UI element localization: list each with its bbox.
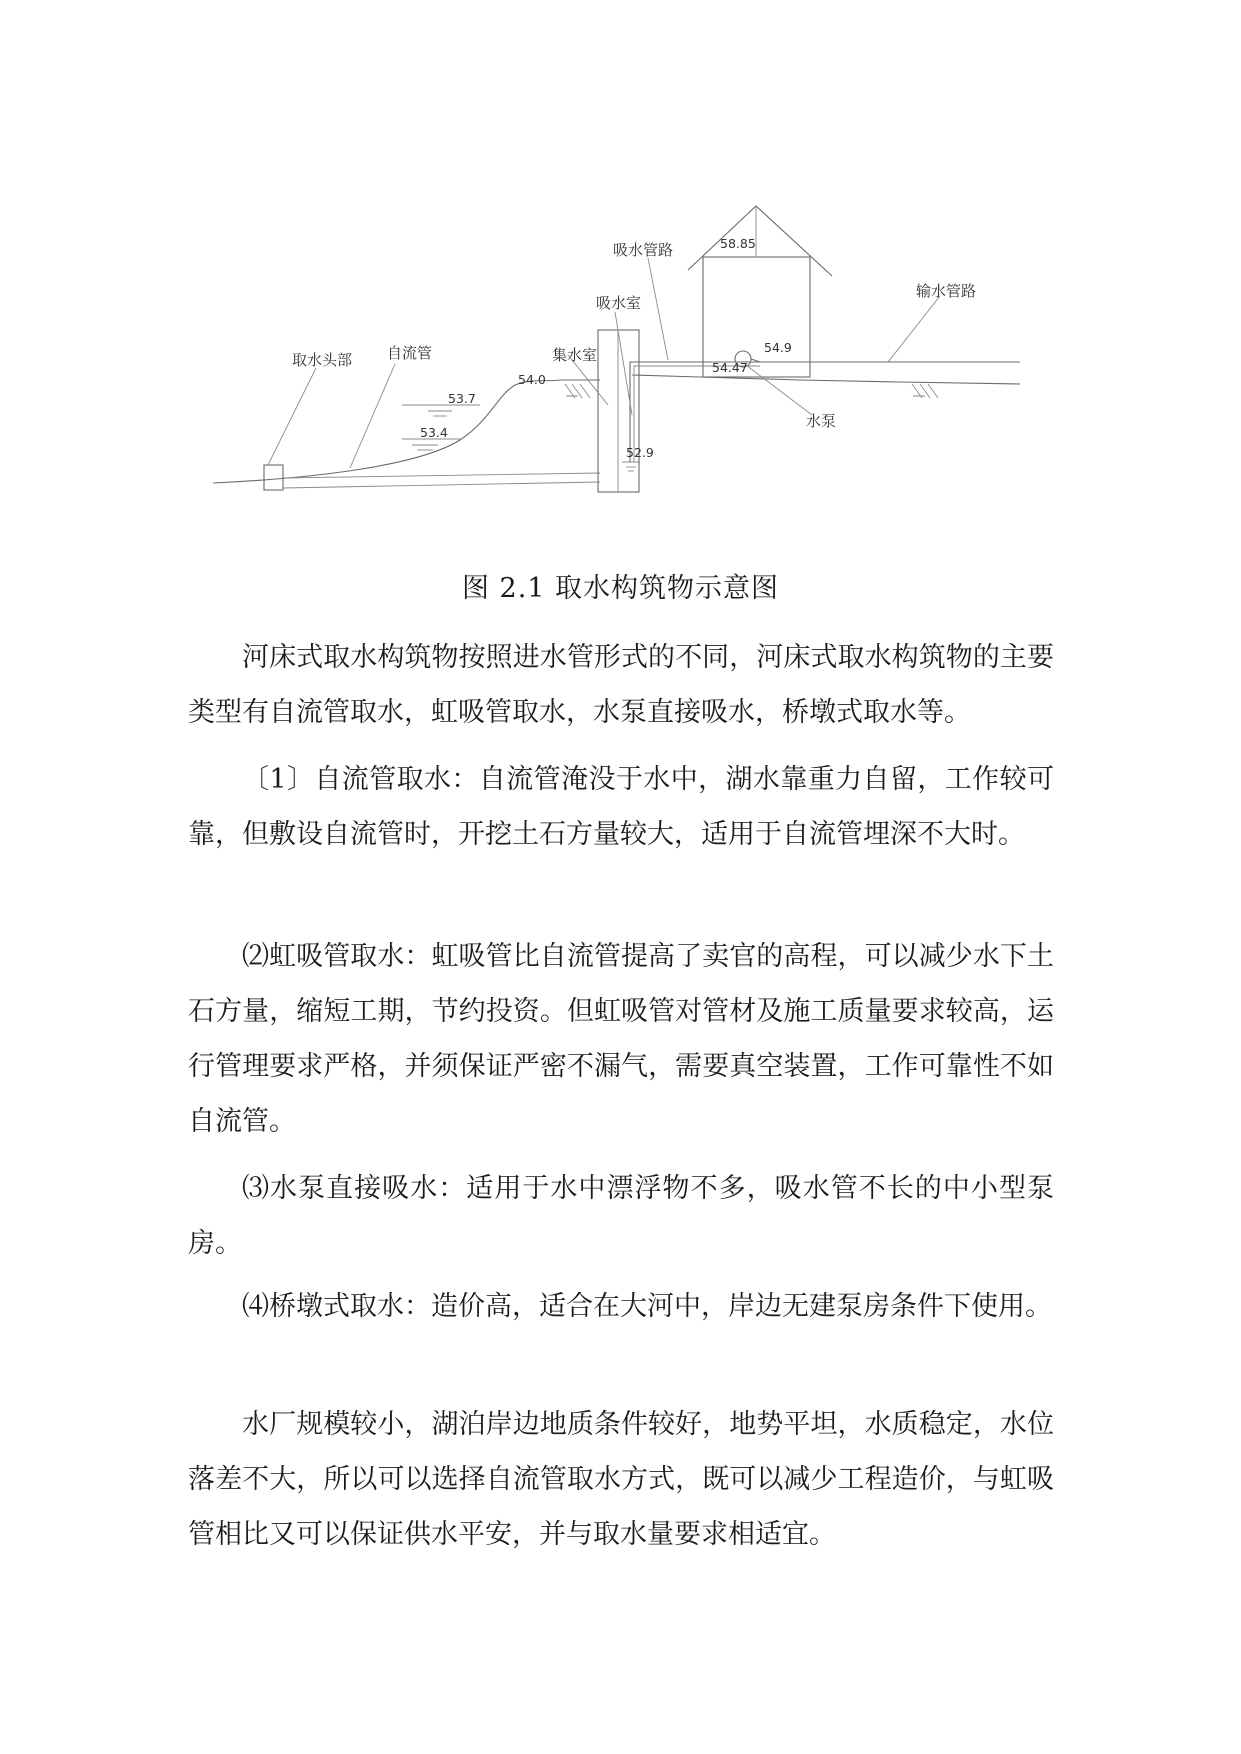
paragraph-gravity-pipe: 〔1〕自流管取水：自流管淹没于水中，湖水靠重力自留，工作较可靠，但敷设自流管时，开挖土石方量较大，适用于自流管埋深不大时。: [188, 764, 1054, 850]
paragraph-pier-type: ⑷桥墩式取水：造价高，适合在大河中，岸边无建泵房条件下使用。: [242, 1291, 1052, 1322]
ground-hatch-right: [912, 384, 938, 398]
elev-low-water: 53.4: [420, 425, 448, 440]
elev-high-water: 53.7: [448, 391, 476, 406]
ground-line: [632, 375, 1020, 384]
pump-house: [703, 257, 810, 377]
label-delivery-pipe: 输水管路: [916, 282, 977, 300]
figure-caption: 图 2.1 取水构筑物示意图: [461, 573, 780, 604]
label-intake-head: 取水头部: [292, 351, 353, 369]
elev-floor: 54.47: [712, 360, 748, 375]
intake-head-box: [264, 465, 283, 490]
elev-well-bottom: 52.9: [626, 445, 654, 460]
label-suction-pipe: 吸水管路: [613, 241, 674, 259]
leader-suction-pipe: [648, 258, 668, 360]
leader-pump: [746, 365, 812, 415]
paragraph-direct-pump: ⑶水泵直接吸水：适用于水中漂浮物不多，吸水管不长的中小型泵房。: [188, 1173, 1054, 1259]
elev-bank: 54.0: [518, 372, 546, 387]
label-collection-well: 集水室: [552, 346, 598, 364]
delivery-pipe: [751, 359, 1020, 362]
elev-roof: 58.85: [720, 236, 756, 251]
leader-intake-head: [268, 368, 316, 465]
label-suction-well: 吸水室: [596, 294, 642, 312]
leader-delivery-pipe: [888, 296, 940, 362]
paragraph-siphon: ⑵虹吸管取水：虹吸管比自流管提高了卖官的高程，可以减少水下土石方量，缩短工期，节约投资。但虹吸管对管材及施工质量要求较高，运行管理要求严格，并须保证严密不漏气，需要真空装置，工作可靠性不如自流管。: [188, 941, 1054, 1137]
leader-gravity-pipe: [350, 364, 395, 468]
riverbed-profile: [213, 380, 600, 483]
elev-pump-axis: 54.9: [764, 340, 792, 355]
well-structure: [598, 330, 639, 492]
intake-structure-diagram: [0, 0, 1241, 540]
paragraph-conclusion: 水厂规模较小，湖泊岸边地质条件较好，地势平坦，水质稳定，水位落差不大，所以可以选择自流管取水方式，既可以减少工程造价，与虹吸管相比又可以保证供水平安，并与取水量要求相适宜。: [188, 1409, 1054, 1550]
paragraph-intro: 河床式取水构筑物按照进水管形式的不同，河床式取水构筑物的主要类型有自流管取水，虹吸管取水，水泵直接吸水，桥墩式取水等。: [188, 642, 1054, 728]
label-pump: 水泵: [806, 412, 837, 430]
ground-hatch-left: [565, 384, 590, 398]
label-gravity-pipe: 自流管: [387, 344, 433, 362]
gravity-pipe-line-2: [283, 482, 600, 488]
